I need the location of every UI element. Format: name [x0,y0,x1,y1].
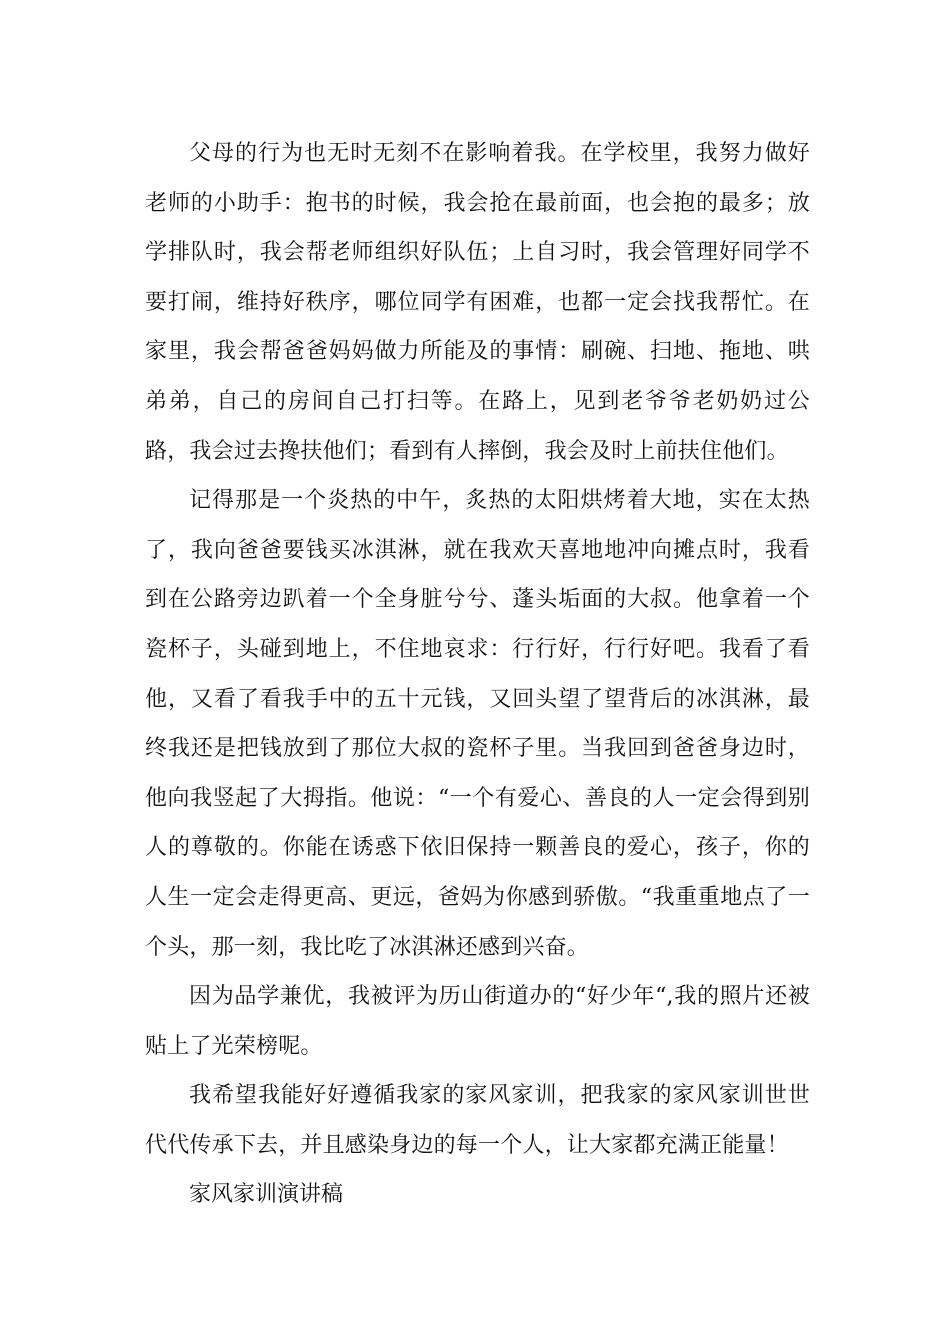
paragraph-parents-influence: 父母的行为也无时无刻不在影响着我。在学校里，我努力做好老师的小助手：抱书的时候，我会抢在最前面，也会抱的最多；放学排队时，我会帮老师组织好队伍；上自习时，我会管理好同学不要打闹，维持好秩序，哪位同学有困难，也都一定会找我帮忙。在家里，我会帮爸爸妈妈做力所能及的事情：刷碗、扫地、拖地、哄弟弟，自己的房间自己打扫等。在路上，见到老爷爷老奶奶过公路，我会过去搀扶他们；看到有人摔倒，我会及时上前扶住他们。 [145,141,810,464]
paragraph-hope: 我希望我能好好遵循我家的家风家训，把我家的家风家训世世代代传承下去，并且感染身边的每一个人，让大家都充满正能量！ [145,1083,810,1158]
document-body [145,129,810,1220]
next-section-title: 家风家训演讲稿 [189,1182,344,1208]
paragraph-ice-cream-story: 记得那是一个炎热的中午，炙热的太阳烘烤着大地，实在太热了，我向爸爸要钱买冰淇淋，就在我欢天喜地地冲向摊点时，我看到在公路旁边趴着一个全身脏兮兮、蓬头垢面的大叔。他拿着一个瓷杯子，头碰到地上，不住地哀求：行行好，行行好吧。我看了看他，又看了看我手中的五十元钱，又回头望了望背后的冰淇淋，最终我还是把钱放到了那位大叔的瓷杯子里。当我回到爸爸身边时，他向我竖起了大拇指。他说：“一个有爱心、善良的人一定会得到别人的尊敬的。你能在诱惑下依旧保持一颗善良的爱心，孩子，你的人生一定会走得更高、更远，爸妈为你感到骄傲。“我重重地点了一个头，那一刻，我比吃了冰淇淋还感到兴奋。 [145,488,810,960]
paragraph-good-youth-award: 因为品学兼优，我被评为历山街道办的“好少年“,我的照片还被贴上了光荣榜呢。 [145,984,810,1059]
